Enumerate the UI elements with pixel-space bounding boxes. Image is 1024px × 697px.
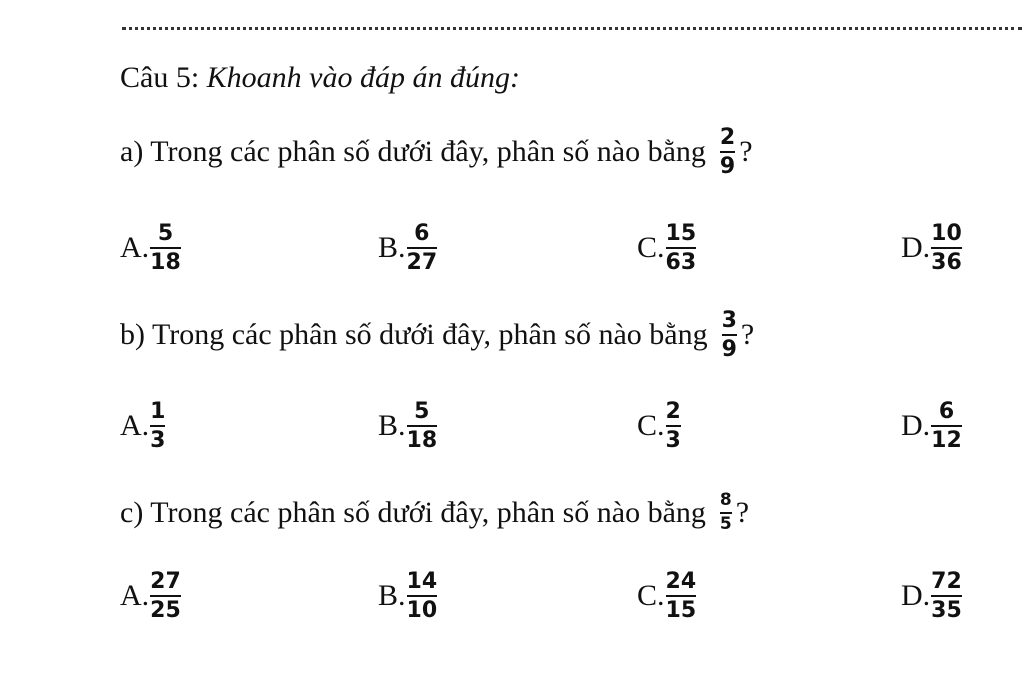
fraction-numerator: 2: [665, 399, 681, 424]
option-letter: C.: [637, 409, 665, 443]
fraction-denominator: 35: [931, 598, 962, 624]
fraction-denominator: 27: [406, 250, 438, 276]
fraction-numerator: 24: [665, 569, 697, 594]
option-fraction: [407, 222, 438, 274]
fraction-denominator: 3: [665, 428, 681, 454]
option-b-D[interactable]: [901, 400, 962, 452]
fraction-bar: [931, 247, 962, 249]
question-c-target-fraction: [720, 492, 732, 534]
option-fraction: [407, 570, 438, 622]
option-fraction: [666, 222, 697, 274]
question-a: [120, 126, 753, 178]
fraction-numerator: 8: [719, 490, 732, 510]
fraction-denominator: 3: [150, 428, 166, 454]
option-letter: C.: [637, 231, 665, 265]
option-fraction: [150, 400, 165, 452]
exercise-title: [120, 58, 520, 98]
option-c-A[interactable]: [120, 570, 181, 622]
option-b-C[interactable]: [637, 400, 681, 452]
option-letter: D.: [901, 231, 931, 265]
option-letter: B.: [378, 231, 406, 265]
fraction-denominator: 9: [721, 337, 737, 363]
fraction-denominator: 15: [665, 598, 697, 624]
option-letter: A.: [120, 231, 150, 265]
fraction-numerator: 72: [931, 569, 962, 594]
question-b: [120, 309, 754, 361]
fraction-bar: [931, 425, 962, 427]
fraction-numerator: 10: [931, 221, 962, 246]
option-fraction: [407, 400, 438, 452]
fraction-bar: [720, 151, 735, 153]
option-letter: B.: [378, 409, 406, 443]
fraction-numerator: 15: [665, 221, 697, 246]
option-b-A[interactable]: [120, 400, 165, 452]
fraction-bar: [407, 425, 438, 427]
fraction-bar: [666, 595, 697, 597]
fraction-numerator: 3: [721, 308, 737, 333]
fraction-denominator: 36: [931, 250, 962, 276]
option-letter: D.: [901, 579, 931, 613]
fraction-bar: [150, 595, 181, 597]
option-fraction: [931, 570, 962, 622]
option-fraction: [931, 400, 962, 452]
fraction-denominator: 5: [719, 513, 732, 534]
option-a-D[interactable]: [901, 222, 962, 274]
fraction-bar: [407, 595, 438, 597]
fraction-bar: [407, 247, 438, 249]
fraction-bar: [666, 247, 697, 249]
question-a-target-fraction: [720, 126, 735, 178]
fraction-numerator: 5: [414, 399, 430, 424]
fraction-denominator: 12: [931, 428, 962, 454]
fraction-numerator: 27: [150, 569, 181, 594]
fraction-denominator: 63: [665, 250, 697, 276]
question-mark: ?: [739, 135, 753, 169]
question-b-target-fraction: [722, 309, 737, 361]
option-fraction: [150, 222, 181, 274]
option-fraction: [150, 570, 181, 622]
fraction-denominator: 18: [150, 250, 181, 276]
option-c-C[interactable]: [637, 570, 696, 622]
option-letter: C.: [637, 579, 665, 613]
option-a-B[interactable]: [378, 222, 437, 274]
question-mark: ?: [740, 318, 755, 352]
option-a-C[interactable]: [637, 222, 696, 274]
fraction-bar: [150, 425, 165, 427]
question-b-prompt: b) Trong các phân số dưới đây, phân số nào bằng: [120, 318, 708, 352]
fraction-denominator: 9: [719, 154, 736, 180]
fraction-numerator: 5: [157, 221, 174, 246]
fraction-numerator: 6: [938, 399, 955, 424]
option-fraction: [931, 222, 962, 274]
option-b-B[interactable]: [378, 400, 437, 452]
question-number: Câu 5:: [120, 61, 200, 94]
fraction-numerator: 6: [414, 221, 430, 246]
question-mark: ?: [735, 495, 750, 529]
option-letter: A.: [120, 579, 150, 613]
option-fraction: [666, 400, 681, 452]
instruction-text: Khoanh vào đáp án đúng:: [206, 61, 520, 94]
option-fraction: [666, 570, 697, 622]
question-c: [120, 492, 749, 534]
fraction-numerator: 14: [406, 569, 438, 594]
fraction-bar: [722, 334, 737, 336]
option-letter: A.: [120, 409, 150, 443]
option-c-B[interactable]: [378, 570, 437, 622]
fraction-denominator: 18: [406, 428, 438, 454]
dotted-separator: [122, 27, 1022, 30]
option-c-D[interactable]: [901, 570, 962, 622]
question-c-prompt: c) Trong các phân số dưới đây, phân số nào bằng: [120, 495, 706, 529]
fraction-bar: [666, 425, 681, 427]
option-a-A[interactable]: [120, 222, 181, 274]
fraction-denominator: 25: [150, 598, 181, 624]
question-a-prompt: a) Trong các phân số dưới đây, phân số nào bằng: [120, 135, 706, 169]
fraction-bar: [931, 595, 962, 597]
fraction-numerator: 2: [719, 125, 736, 150]
fraction-numerator: 1: [150, 399, 166, 424]
option-letter: B.: [378, 579, 406, 613]
fraction-bar: [150, 247, 181, 249]
option-letter: D.: [901, 409, 931, 443]
fraction-denominator: 10: [406, 598, 438, 624]
